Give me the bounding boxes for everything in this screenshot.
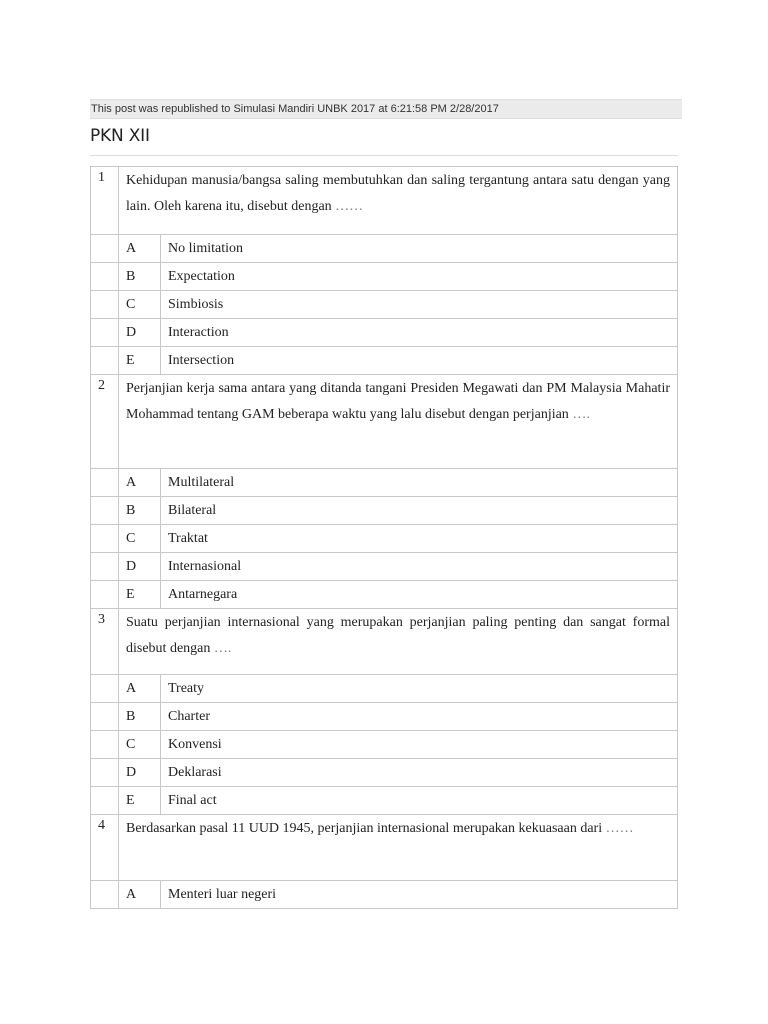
option-row[interactable]	[91, 553, 678, 581]
option-row[interactable]	[91, 881, 678, 909]
option-text: Intersection	[161, 347, 678, 375]
option-letter: D	[119, 759, 161, 787]
page-title: PKN XII	[90, 126, 150, 146]
option-text: Internasional	[161, 553, 678, 581]
option-row[interactable]	[91, 263, 678, 291]
option-row[interactable]	[91, 497, 678, 525]
option-row[interactable]	[91, 291, 678, 319]
option-text: Expectation	[161, 263, 678, 291]
option-row[interactable]	[91, 347, 678, 375]
option-letter: C	[119, 731, 161, 759]
option-text: Simbiosis	[161, 291, 678, 319]
option-row[interactable]	[91, 581, 678, 609]
question-number: 2	[91, 375, 119, 469]
republish-notice: This post was republished to Simulasi Mandiri UNBK 2017 at 6:21:58 PM 2/28/2017	[90, 99, 682, 119]
option-row[interactable]	[91, 525, 678, 553]
option-row[interactable]	[91, 319, 678, 347]
option-letter: D	[119, 553, 161, 581]
option-row[interactable]	[91, 469, 678, 497]
question-number: 1	[91, 167, 119, 235]
question-text: Berdasarkan pasal 11 UUD 1945, perjanjian internasional merupakan kekuasaan dari ……	[119, 815, 678, 881]
option-text: Charter	[161, 703, 678, 731]
option-text: Deklarasi	[161, 759, 678, 787]
option-letter: E	[119, 581, 161, 609]
option-letter: E	[119, 347, 161, 375]
question-row	[91, 815, 678, 881]
title-divider	[90, 155, 678, 156]
question-row	[91, 609, 678, 675]
option-letter: D	[119, 319, 161, 347]
option-text: Final act	[161, 787, 678, 815]
option-letter: A	[119, 675, 161, 703]
option-letter: C	[119, 525, 161, 553]
option-row[interactable]	[91, 703, 678, 731]
option-text: Traktat	[161, 525, 678, 553]
question-text: Perjanjian kerja sama antara yang ditanda tangani Presiden Megawati dan PM Malaysia Mahatir Mohammad tentang GAM beberapa waktu yang lalu disebut dengan perjanjian ….	[119, 375, 678, 469]
question-text: Suatu perjanjian internasional yang merupakan perjanjian paling penting dan sangat formal disebut dengan ….	[119, 609, 678, 675]
question-number: 4	[91, 815, 119, 881]
option-letter: A	[119, 469, 161, 497]
option-row[interactable]	[91, 675, 678, 703]
option-text: No limitation	[161, 235, 678, 263]
option-text: Menteri luar negeri	[161, 881, 678, 909]
question-row	[91, 375, 678, 469]
option-letter: B	[119, 263, 161, 291]
option-row[interactable]	[91, 235, 678, 263]
question-row	[91, 167, 678, 235]
option-row[interactable]	[91, 787, 678, 815]
option-text: Bilateral	[161, 497, 678, 525]
question-text: Kehidupan manusia/bangsa saling membutuhkan dan saling tergantung antara satu dengan yang lain. Oleh karena itu, disebut dengan ……	[119, 167, 678, 235]
option-letter: A	[119, 881, 161, 909]
option-letter: B	[119, 497, 161, 525]
question-number: 3	[91, 609, 119, 675]
option-text: Konvensi	[161, 731, 678, 759]
option-text: Antarnegara	[161, 581, 678, 609]
option-text: Multilateral	[161, 469, 678, 497]
option-letter: A	[119, 235, 161, 263]
option-text: Interaction	[161, 319, 678, 347]
option-letter: C	[119, 291, 161, 319]
option-letter: B	[119, 703, 161, 731]
option-text: Treaty	[161, 675, 678, 703]
option-row[interactable]	[91, 759, 678, 787]
question-table	[90, 166, 678, 909]
option-row[interactable]	[91, 731, 678, 759]
option-letter: E	[119, 787, 161, 815]
